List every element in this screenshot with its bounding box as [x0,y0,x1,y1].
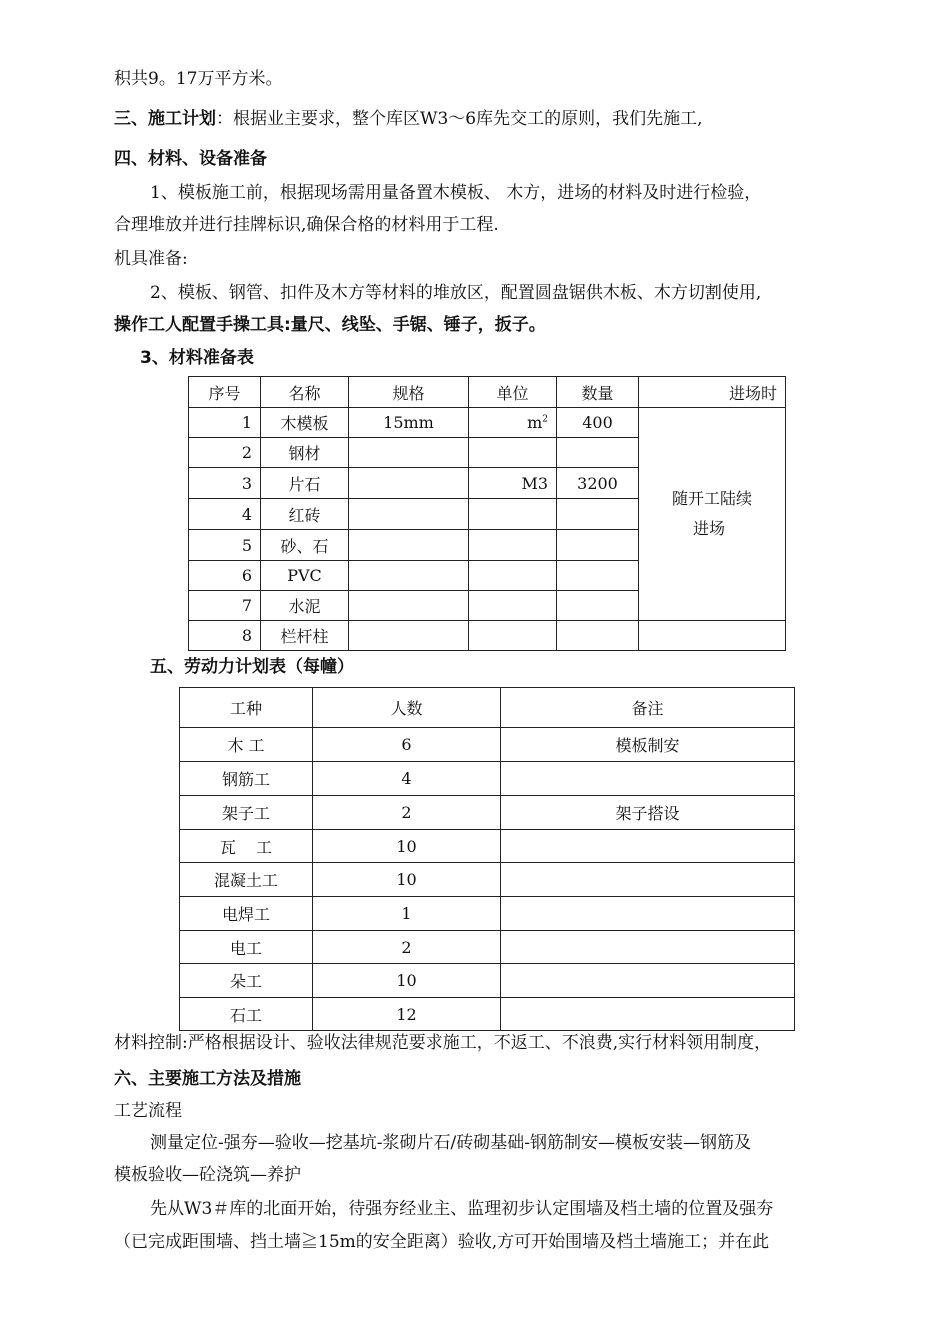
cell-name: 水泥 [261,591,349,621]
section-4-p1-line2: 合理堆放并进行挂牌标识,确保合格的材料用于工程. [114,215,499,235]
cell-type: 朵工 [180,964,313,998]
cell-note [501,762,795,796]
cell-qty [557,561,639,591]
section-6-p-line2: （已完成距围墙、挡土墙≧15m的安全距离）验收,方可开始围墙及档土墙施工；并在此 [114,1232,770,1252]
header-note: 备注 [501,688,795,728]
cell-type: 瓦 工 [180,830,313,863]
cell-count: 4 [313,762,501,796]
cell-type: 电焊工 [180,897,313,931]
cell-unit: M3 [469,468,557,499]
table-row [189,621,786,651]
arrival-line1: 随开工陆续 [671,489,752,508]
cell-arrival [639,621,786,651]
cell-qty [557,530,639,561]
table-row [189,408,786,438]
arrival-line2: 进场 [693,519,726,538]
cell-spec [349,561,469,591]
cell-type: 混凝土工 [180,863,313,897]
cell-count: 10 [313,964,501,998]
materials-header-row [189,377,786,408]
cell-count: 6 [313,728,501,762]
table-row [180,931,795,964]
section-3-heading: 三、施工计划 [114,109,216,129]
flow-line2: 模板验收—砼浇筑—养护 [114,1165,301,1185]
section-4-p2-line1: 2、模板、钢管、扣件及木方等材料的堆放区，配置圆盘锯供木板、木方切割使用, [150,283,762,303]
paragraph-area: 积共9。17万平方米。 [114,69,283,89]
unit-text: m [527,413,543,432]
cell-name: 木模板 [261,408,349,438]
cell-no: 3 [189,468,261,499]
cell-note [501,830,795,863]
cell-no: 2 [189,438,261,468]
tools-label: 机具准备: [114,249,188,269]
section-6-p-line1: 先从W3＃库的北面开始，待强夯经业主、监理初步认定围墙及档土墙的位置及强夯 [150,1199,774,1219]
cell-type: 电工 [180,931,313,964]
cell-arrival-merged [639,408,786,621]
cell-name: PVC [261,561,349,591]
cell-note [501,964,795,998]
cell-type: 钢筋工 [180,762,313,796]
cell-unit [469,499,557,530]
cell-spec [349,499,469,530]
cell-count: 2 [313,796,501,830]
cell-spec: 15mm [349,408,469,438]
cell-unit [469,591,557,621]
table-row [180,964,795,998]
table-row [180,830,795,863]
cell-note [501,897,795,931]
section-5-heading: 五、劳动力计划表（每幢） [150,657,354,677]
cell-no: 8 [189,621,261,651]
cell-unit [469,530,557,561]
section-3-text: ：根据业主要求，整个库区W3～6库先交工的原则，我们先施工, [216,109,703,129]
table-row [180,863,795,897]
cell-spec [349,438,469,468]
table-row [180,998,795,1031]
table-row [180,762,795,796]
cell-type: 石工 [180,998,313,1031]
header-unit: 单位 [469,377,557,408]
table-row [180,897,795,931]
section-3-line [114,108,703,130]
materials-table [188,376,786,651]
cell-qty [557,499,639,530]
cell-note: 架子搭设 [501,796,795,830]
cell-no: 5 [189,530,261,561]
unit-superscript: 2 [542,414,548,425]
header-qty: 数量 [557,377,639,408]
header-type: 工种 [180,688,313,728]
cell-no: 6 [189,561,261,591]
cell-note [501,863,795,897]
cell-unit [469,561,557,591]
cell-name: 红砖 [261,499,349,530]
cell-type: 木 工 [180,728,313,762]
cell-count: 10 [313,863,501,897]
cell-no: 4 [189,499,261,530]
cell-type: 架子工 [180,796,313,830]
cell-qty: 3200 [557,468,639,499]
cell-qty: 400 [557,408,639,438]
flow-line1: 测量定位-强夯—验收—挖基坑-浆砌片石/砖砌基础-钢筋制安—模板安装—钢筋及 [150,1133,751,1153]
header-no: 序号 [189,377,261,408]
cell-spec [349,591,469,621]
cell-spec [349,468,469,499]
cell-count: 1 [313,897,501,931]
section-4-heading: 四、材料、设备准备 [114,149,267,169]
header-name: 名称 [261,377,349,408]
cell-unit [469,621,557,651]
cell-no: 7 [189,591,261,621]
cell-count: 10 [313,830,501,863]
section-6-heading: 六、主要施工方法及措施 [114,1069,301,1089]
table-row [180,796,795,830]
cell-name: 砂、石 [261,530,349,561]
materials-table-title: 3、材料准备表 [140,348,254,368]
cell-unit [469,438,557,468]
cell-note [501,931,795,964]
cell-note [501,998,795,1031]
labor-table [179,687,795,1031]
section-4-p2-line2: 操作工人配置手操工具:量尺、线坠、手锯、锤子，扳子。 [114,315,546,335]
cell-no: 1 [189,408,261,438]
cell-name: 片石 [261,468,349,499]
header-arrival: 进场时 [639,377,786,408]
cell-note: 模板制安 [501,728,795,762]
cell-qty [557,591,639,621]
section-4-p1-line1: 1、模板施工前，根据现场需用量备置木模板、 木方，进场的材料及时进行检验， [150,183,762,203]
cell-spec [349,530,469,561]
cell-qty [557,438,639,468]
cell-name: 栏杆柱 [261,621,349,651]
cell-qty [557,621,639,651]
cell-spec [349,621,469,651]
header-count: 人数 [313,688,501,728]
header-spec: 规格 [349,377,469,408]
table-row [180,728,795,762]
flow-label: 工艺流程 [114,1101,182,1121]
material-control-text: 材料控制:严格根据设计、验收法律规范要求施工，不返工、不浪费,实行材料领用制度， [114,1033,772,1053]
cell-name: 钢材 [261,438,349,468]
cell-unit [469,408,557,438]
labor-header-row [180,688,795,728]
cell-count: 12 [313,998,501,1031]
cell-count: 2 [313,931,501,964]
